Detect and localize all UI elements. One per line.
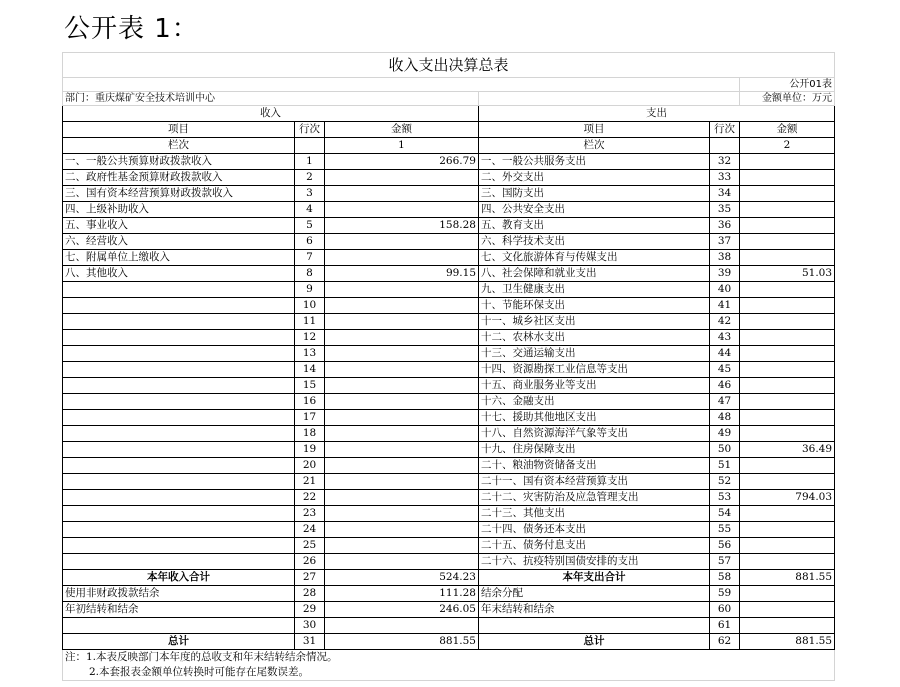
expense-item-label: 十五、商业服务业等支出 xyxy=(479,378,710,394)
expense-line-number: 34 xyxy=(710,186,740,202)
expense-item-label: 十三、交通运输支出 xyxy=(479,346,710,362)
income-item-label xyxy=(63,282,295,298)
expense-amount xyxy=(740,330,835,346)
grand-total-expense-label: 总计 xyxy=(479,634,710,650)
expense-amount xyxy=(740,218,835,234)
section-expense-header: 支出 xyxy=(479,106,835,122)
row28-income-amount: 111.28 xyxy=(325,586,479,602)
expense-line-number: 40 xyxy=(710,282,740,298)
income-line-header: 行次 xyxy=(295,122,325,138)
income-line-number: 14 xyxy=(295,362,325,378)
income-amount xyxy=(325,394,479,410)
row28-expense-label: 结余分配 xyxy=(479,586,710,602)
income-line-number: 26 xyxy=(295,554,325,570)
income-amount xyxy=(325,522,479,538)
expense-line-number: 33 xyxy=(710,170,740,186)
income-total-label: 本年收入合计 xyxy=(63,570,295,586)
expense-total-label: 本年支出合计 xyxy=(479,570,710,586)
table-row xyxy=(63,250,835,266)
income-line-number: 17 xyxy=(295,410,325,426)
income-item-label xyxy=(63,554,295,570)
income-amount xyxy=(325,346,479,362)
row29-income-line: 29 xyxy=(295,602,325,618)
income-item-label xyxy=(63,522,295,538)
budget-sheet xyxy=(62,52,834,681)
expense-item-label: 五、教育支出 xyxy=(479,218,710,234)
income-line-number: 8 xyxy=(295,266,325,282)
section-income-header: 收入 xyxy=(63,106,479,122)
income-amount xyxy=(325,202,479,218)
row30-expense-amount xyxy=(740,618,835,634)
table-row xyxy=(63,346,835,362)
row30-expense-label xyxy=(479,618,710,634)
income-item-label: 四、上级补助收入 xyxy=(63,202,295,218)
income-amount-header: 金额 xyxy=(325,122,479,138)
expense-line-number: 55 xyxy=(710,522,740,538)
table-row xyxy=(63,522,835,538)
expense-amount xyxy=(740,314,835,330)
expense-item-label: 八、社会保障和就业支出 xyxy=(479,266,710,282)
expense-line-number: 42 xyxy=(710,314,740,330)
expense-amount xyxy=(740,282,835,298)
expense-line-number: 49 xyxy=(710,426,740,442)
table-row xyxy=(63,218,835,234)
income-item-label xyxy=(63,314,295,330)
income-line-number: 23 xyxy=(295,506,325,522)
expense-line-number: 47 xyxy=(710,394,740,410)
table-row xyxy=(63,554,835,570)
expense-line-number: 54 xyxy=(710,506,740,522)
expense-line-number: 48 xyxy=(710,410,740,426)
expense-item-label: 十七、援助其他地区支出 xyxy=(479,410,710,426)
expense-line-number: 45 xyxy=(710,362,740,378)
expense-amount xyxy=(740,410,835,426)
grand-total-expense-amount: 881.55 xyxy=(740,634,835,650)
income-line-number: 10 xyxy=(295,298,325,314)
row28-expense-line: 59 xyxy=(710,586,740,602)
income-item-label xyxy=(63,346,295,362)
expense-amount xyxy=(740,474,835,490)
unit-label: 金额单位：万元 xyxy=(740,92,835,106)
income-item-label xyxy=(63,538,295,554)
expense-item-label: 二十一、国有资本经营预算支出 xyxy=(479,474,710,490)
table-title: 收入支出决算总表 xyxy=(63,53,835,78)
income-item-label: 二、政府性基金预算财政拨款收入 xyxy=(63,170,295,186)
income-amount xyxy=(325,298,479,314)
expense-item-label: 一、一般公共服务支出 xyxy=(479,154,710,170)
expense-line-number: 57 xyxy=(710,554,740,570)
expense-line-number: 37 xyxy=(710,234,740,250)
expense-total-line: 58 xyxy=(710,570,740,586)
row28-income-line: 28 xyxy=(295,586,325,602)
income-line-number: 24 xyxy=(295,522,325,538)
table-row xyxy=(63,490,835,506)
grand-total-income-amount: 881.55 xyxy=(325,634,479,650)
income-line-number: 9 xyxy=(295,282,325,298)
table-row xyxy=(63,282,835,298)
table-row xyxy=(63,298,835,314)
expense-amount xyxy=(740,234,835,250)
expense-line-number: 51 xyxy=(710,458,740,474)
expense-item-label: 十六、金融支出 xyxy=(479,394,710,410)
income-item-label xyxy=(63,394,295,410)
expense-item-label: 二、外交支出 xyxy=(479,170,710,186)
expense-amount: 794.03 xyxy=(740,490,835,506)
expense-item-label: 三、国防支出 xyxy=(479,186,710,202)
income-amount xyxy=(325,330,479,346)
expense-item-header: 项目 xyxy=(479,122,710,138)
income-item-label: 一、一般公共预算财政拨款收入 xyxy=(63,154,295,170)
row29-income-label: 年初结转和结余 xyxy=(63,602,295,618)
income-expense-table xyxy=(62,52,835,681)
income-item-label xyxy=(63,506,295,522)
table-row xyxy=(63,394,835,410)
expense-line-number: 39 xyxy=(710,266,740,282)
income-amount xyxy=(325,250,479,266)
expense-amount xyxy=(740,506,835,522)
income-line-number: 15 xyxy=(295,378,325,394)
income-amount xyxy=(325,506,479,522)
income-amount xyxy=(325,170,479,186)
table-row xyxy=(63,538,835,554)
expense-item-label: 十一、城乡社区支出 xyxy=(479,314,710,330)
expense-item-label: 二十六、抗疫特别国债安排的支出 xyxy=(479,554,710,570)
income-amount xyxy=(325,410,479,426)
income-amount xyxy=(325,554,479,570)
expense-amount xyxy=(740,394,835,410)
income-item-label xyxy=(63,298,295,314)
income-line-number: 18 xyxy=(295,426,325,442)
income-item-label xyxy=(63,442,295,458)
income-item-label: 五、事业收入 xyxy=(63,218,295,234)
expense-item-label: 十四、资源勘探工业信息等支出 xyxy=(479,362,710,378)
expense-line-number: 32 xyxy=(710,154,740,170)
row28-expense-amount xyxy=(740,586,835,602)
income-item-label xyxy=(63,474,295,490)
income-item-label: 六、经营收入 xyxy=(63,234,295,250)
expense-amount xyxy=(740,378,835,394)
note-line-1: 注：1.本表反映部门本年度的总收支和年末结转结余情况。 xyxy=(63,650,835,666)
expense-line-number: 56 xyxy=(710,538,740,554)
income-line-number: 4 xyxy=(295,202,325,218)
expense-item-label: 二十三、其他支出 xyxy=(479,506,710,522)
row29-income-amount: 246.05 xyxy=(325,602,479,618)
income-amount xyxy=(325,314,479,330)
income-item-label xyxy=(63,410,295,426)
table-row xyxy=(63,266,835,282)
expense-lanci-label: 栏次 xyxy=(479,138,710,154)
income-item-label: 七、附属单位上缴收入 xyxy=(63,250,295,266)
row28-income-label: 使用非财政拨款结余 xyxy=(63,586,295,602)
income-line-number: 1 xyxy=(295,154,325,170)
expense-line-number: 36 xyxy=(710,218,740,234)
income-item-label xyxy=(63,490,295,506)
expense-item-label: 十、节能环保支出 xyxy=(479,298,710,314)
table-row xyxy=(63,506,835,522)
expense-lanci-number: 2 xyxy=(740,138,835,154)
income-item-label xyxy=(63,378,295,394)
expense-amount xyxy=(740,298,835,314)
expense-amount xyxy=(740,154,835,170)
row30-income-amount xyxy=(325,618,479,634)
income-amount xyxy=(325,426,479,442)
expense-amount: 51.03 xyxy=(740,266,835,282)
income-item-header: 项目 xyxy=(63,122,295,138)
expense-amount xyxy=(740,538,835,554)
income-amount xyxy=(325,442,479,458)
grand-total-expense-line: 62 xyxy=(710,634,740,650)
expense-amount xyxy=(740,186,835,202)
expense-line-number: 44 xyxy=(710,346,740,362)
table-row xyxy=(63,362,835,378)
expense-item-label: 七、文化旅游体育与传媒支出 xyxy=(479,250,710,266)
income-line-number: 7 xyxy=(295,250,325,266)
income-amount xyxy=(325,474,479,490)
income-line-number: 11 xyxy=(295,314,325,330)
row30-income-line: 30 xyxy=(295,618,325,634)
expense-amount xyxy=(740,346,835,362)
income-item-label xyxy=(63,458,295,474)
table-row xyxy=(63,314,835,330)
income-item-label xyxy=(63,426,295,442)
income-line-number: 13 xyxy=(295,346,325,362)
table-row xyxy=(63,234,835,250)
table-row xyxy=(63,426,835,442)
expense-line-number: 46 xyxy=(710,378,740,394)
income-amount: 99.15 xyxy=(325,266,479,282)
expense-item-label: 二十二、灾害防治及应急管理支出 xyxy=(479,490,710,506)
income-amount xyxy=(325,538,479,554)
income-line-number: 16 xyxy=(295,394,325,410)
income-item-label xyxy=(63,330,295,346)
expense-item-label: 十二、农林水支出 xyxy=(479,330,710,346)
expense-amount xyxy=(740,522,835,538)
income-line-number: 2 xyxy=(295,170,325,186)
expense-item-label: 二十、粮油物资储备支出 xyxy=(479,458,710,474)
grand-total-income-line: 31 xyxy=(295,634,325,650)
income-item-label: 三、国有资本经营预算财政拨款收入 xyxy=(63,186,295,202)
row30-income-label xyxy=(63,618,295,634)
row29-expense-amount xyxy=(740,602,835,618)
income-amount: 158.28 xyxy=(325,218,479,234)
expense-line-number: 43 xyxy=(710,330,740,346)
expense-amount xyxy=(740,250,835,266)
grand-total-income-label: 总计 xyxy=(63,634,295,650)
table-row xyxy=(63,330,835,346)
income-total-amount: 524.23 xyxy=(325,570,479,586)
income-line-number: 25 xyxy=(295,538,325,554)
income-amount xyxy=(325,362,479,378)
income-line-number: 12 xyxy=(295,330,325,346)
expense-line-number: 41 xyxy=(710,298,740,314)
income-line-number: 3 xyxy=(295,186,325,202)
expense-item-label: 六、科学技术支出 xyxy=(479,234,710,250)
income-amount xyxy=(325,282,479,298)
income-amount xyxy=(325,458,479,474)
expense-amount: 36.49 xyxy=(740,442,835,458)
row29-expense-label: 年末结转和结余 xyxy=(479,602,710,618)
expense-item-label: 四、公共安全支出 xyxy=(479,202,710,218)
income-total-line: 27 xyxy=(295,570,325,586)
income-amount xyxy=(325,234,479,250)
table-row xyxy=(63,170,835,186)
table-row xyxy=(63,442,835,458)
expense-amount xyxy=(740,202,835,218)
expense-line-number: 50 xyxy=(710,442,740,458)
expense-total-amount: 881.55 xyxy=(740,570,835,586)
income-amount xyxy=(325,490,479,506)
expense-line-number: 38 xyxy=(710,250,740,266)
expense-amount xyxy=(740,170,835,186)
income-line-number: 5 xyxy=(295,218,325,234)
expense-line-number: 35 xyxy=(710,202,740,218)
expense-amount xyxy=(740,362,835,378)
income-line-number: 20 xyxy=(295,458,325,474)
income-item-label xyxy=(63,362,295,378)
row29-expense-line: 60 xyxy=(710,602,740,618)
table-row xyxy=(63,202,835,218)
income-amount: 266.79 xyxy=(325,154,479,170)
income-lanci-label: 栏次 xyxy=(63,138,295,154)
income-line-number: 21 xyxy=(295,474,325,490)
income-amount xyxy=(325,186,479,202)
expense-amount xyxy=(740,458,835,474)
expense-item-label: 九、卫生健康支出 xyxy=(479,282,710,298)
income-line-number: 22 xyxy=(295,490,325,506)
income-item-label: 八、其他收入 xyxy=(63,266,295,282)
department-label: 部门：重庆煤矿安全技术培训中心 xyxy=(63,92,479,106)
expense-line-number: 53 xyxy=(710,490,740,506)
expense-item-label: 十九、住房保障支出 xyxy=(479,442,710,458)
income-line-number: 6 xyxy=(295,234,325,250)
expense-line-number: 52 xyxy=(710,474,740,490)
expense-item-label: 二十四、债务还本支出 xyxy=(479,522,710,538)
table-row xyxy=(63,458,835,474)
expense-amount xyxy=(740,554,835,570)
table-row xyxy=(63,186,835,202)
expense-line-header: 行次 xyxy=(710,122,740,138)
row30-expense-line: 61 xyxy=(710,618,740,634)
table-row xyxy=(63,378,835,394)
expense-item-label: 二十五、债务付息支出 xyxy=(479,538,710,554)
expense-amount-header: 金额 xyxy=(740,122,835,138)
table-row xyxy=(63,474,835,490)
table-row xyxy=(63,154,835,170)
form-code: 公开01表 xyxy=(740,78,835,92)
expense-item-label: 十八、自然资源海洋气象等支出 xyxy=(479,426,710,442)
income-line-number: 19 xyxy=(295,442,325,458)
income-lanci-number: 1 xyxy=(325,138,479,154)
expense-amount xyxy=(740,426,835,442)
table-row xyxy=(63,410,835,426)
note-line-2: 2.本套报表金额单位转换时可能存在尾数误差。 xyxy=(63,665,835,681)
income-amount xyxy=(325,378,479,394)
page-heading: 公开表 1： xyxy=(64,14,199,44)
